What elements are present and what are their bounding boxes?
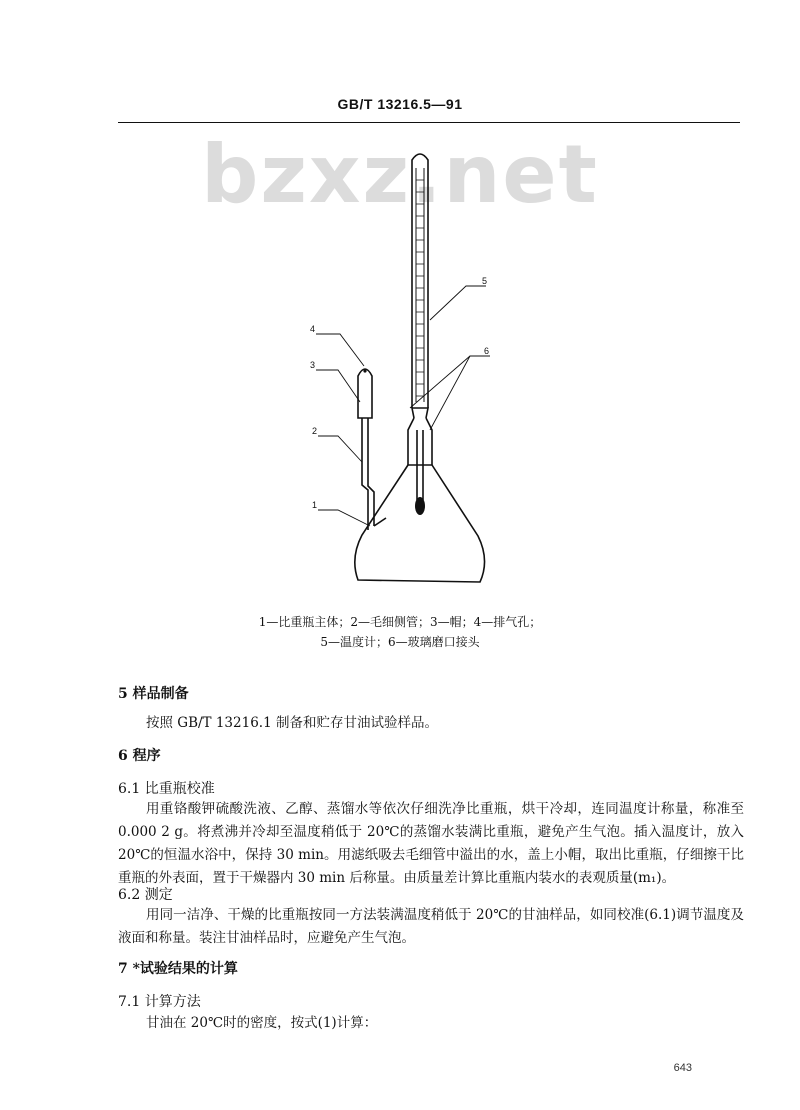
pycnometer-diagram xyxy=(290,140,520,600)
cap xyxy=(358,369,372,418)
vent-hole xyxy=(363,369,366,372)
section-7-title: 7 *试验结果的计算 xyxy=(118,961,238,977)
flask-neck xyxy=(408,418,432,465)
watermark: bzxz.net xyxy=(201,128,599,221)
label-1: 1 xyxy=(312,500,318,510)
section-6-1-title: 6.1 比重瓶校准 xyxy=(118,781,215,797)
label-2: 2 xyxy=(312,426,318,436)
section-5-text: 按照 GB/T 13216.1 制备和贮存甘油试验样品。 xyxy=(146,715,438,731)
section-5-title: 5 样品制备 xyxy=(118,686,189,702)
figure-caption-line1: 1—比重瓶主体；2—毛细侧管；3—帽；4—排气孔； xyxy=(258,615,542,629)
glass-joint xyxy=(412,408,428,418)
section-7-1-text: 甘油在 20℃时的密度，按式(1)计算： xyxy=(146,1015,378,1031)
label-6: 6 xyxy=(484,346,490,356)
section-7-1-title: 7.1 计算方法 xyxy=(118,994,201,1010)
section-6-title: 6 程序 xyxy=(118,748,161,764)
figure-caption-line2: 5—温度计；6—玻璃磨口接头 xyxy=(320,635,480,649)
standard-code-header: GB/T 13216.5—91 xyxy=(337,96,463,112)
section-6-1-text: 用重铬酸钾硫酸洗液、乙醇、蒸馏水等依次仔细洗净比重瓶，烘干冷却，连同温度计称量，称准至 0.000 2 g。将煮沸并冷却至温度稍低于 20℃的蒸馏水装满比重瓶，避免产生气泡。插入温度计，放入 20℃的恒温水浴中，保持 30 min。用滤纸吸去毛细管中溢出的水，盖上小帽，取出比重瓶，仔细擦干比重瓶的外表面，置于干燥器内 30 min 后称量。由质量差计算比重瓶内装水的表观质量(m₁)。 xyxy=(118,801,744,886)
label-4: 4 xyxy=(310,324,316,334)
thermometer-bulb xyxy=(415,497,425,515)
section-6-2-title: 6.2 测定 xyxy=(118,887,173,903)
label-3: 3 xyxy=(310,360,316,370)
header-rule xyxy=(118,122,740,123)
page-number: 643 xyxy=(673,1062,692,1074)
section-6-2-text: 用同一洁净、干燥的比重瓶按同一方法装满温度稍低于 20℃的甘油样品，如同校准(6.1)调节温度及液面和称量。装注甘油样品时，应避免产生气泡。 xyxy=(118,907,744,946)
capillary-tube xyxy=(362,418,374,530)
label-5: 5 xyxy=(482,276,488,286)
